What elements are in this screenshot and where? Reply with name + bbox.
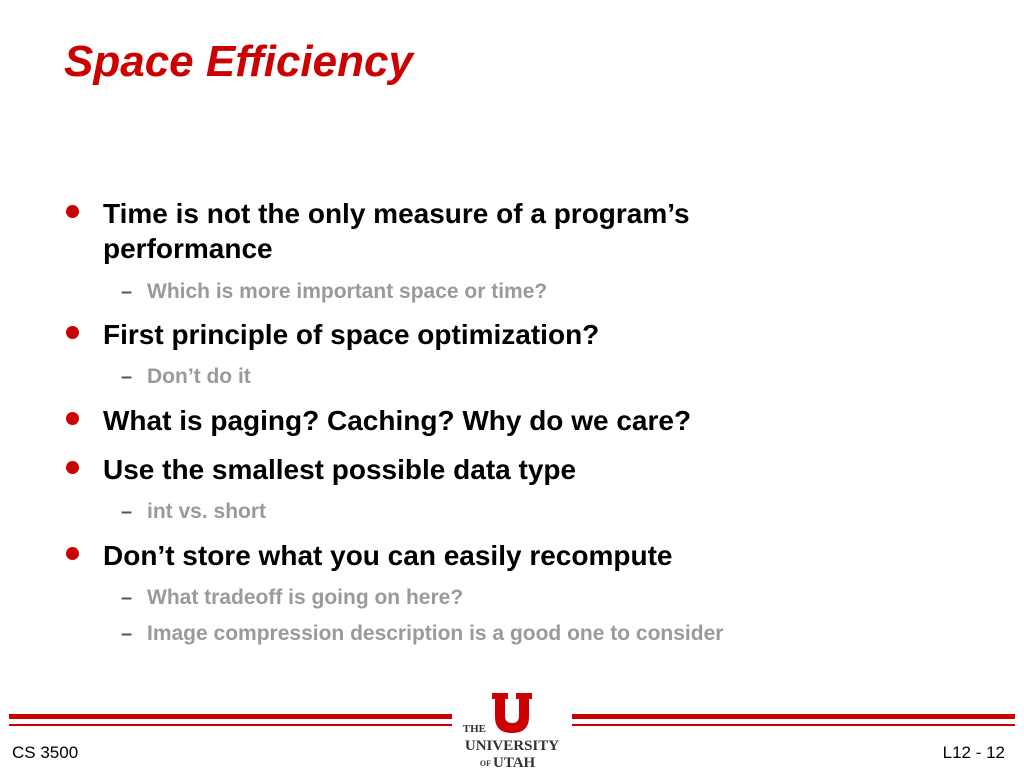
sub-bullet-text: What tradeoff is going on here?	[147, 586, 464, 609]
logo-u-mark	[492, 693, 532, 733]
footer-page-number: L12 - 12	[942, 743, 1005, 762]
bullet-dot-icon	[66, 547, 79, 560]
sub-bullet-dash: –	[121, 281, 133, 303]
sub-bullet-dash: –	[121, 366, 133, 388]
sub-bullet-dash: –	[121, 623, 133, 645]
bullet-dot-icon	[66, 326, 79, 339]
logo-text-of: OF	[479, 759, 491, 768]
bullet-dot-icon	[66, 412, 79, 425]
bullet-dot-icon	[66, 461, 79, 474]
sub-bullet-text: Don’t do it	[147, 365, 251, 388]
bullet-text: Time is not the only measure of a program’s performance	[103, 198, 690, 264]
logo-text-university: UNIVERSITY	[464, 738, 560, 754]
bullet-text: Use the smallest possible data type	[103, 454, 577, 485]
logo-text-utah: UTAH	[493, 755, 536, 768]
footer-rule-left-thick	[9, 714, 452, 719]
footer-rule-right-thin	[572, 724, 1015, 726]
sub-bullet-text: Which is more important space or time?	[147, 280, 548, 303]
footer-rule-right-thick	[572, 714, 1015, 719]
university-of-utah-logo	[450, 688, 574, 768]
bullet-text: Don’t store what you can easily recompute	[103, 540, 673, 571]
bullet-text: First principle of space optimization?	[103, 319, 600, 350]
slide-title: Space Efficiency	[64, 37, 413, 86]
bullet-text: What is paging? Caching? Why do we care?	[103, 405, 692, 436]
footer-course: CS 3500	[12, 743, 79, 762]
footer-rule-left-thin	[9, 724, 452, 726]
sub-bullet-text: int vs. short	[147, 500, 267, 523]
sub-bullet-text: Image compression description is a good one to consider	[147, 622, 724, 645]
sub-bullet-dash: –	[121, 587, 133, 609]
logo-text-the: THE	[462, 723, 486, 735]
sub-bullet-dash: –	[121, 501, 133, 523]
bullet-dot-icon	[66, 205, 79, 218]
